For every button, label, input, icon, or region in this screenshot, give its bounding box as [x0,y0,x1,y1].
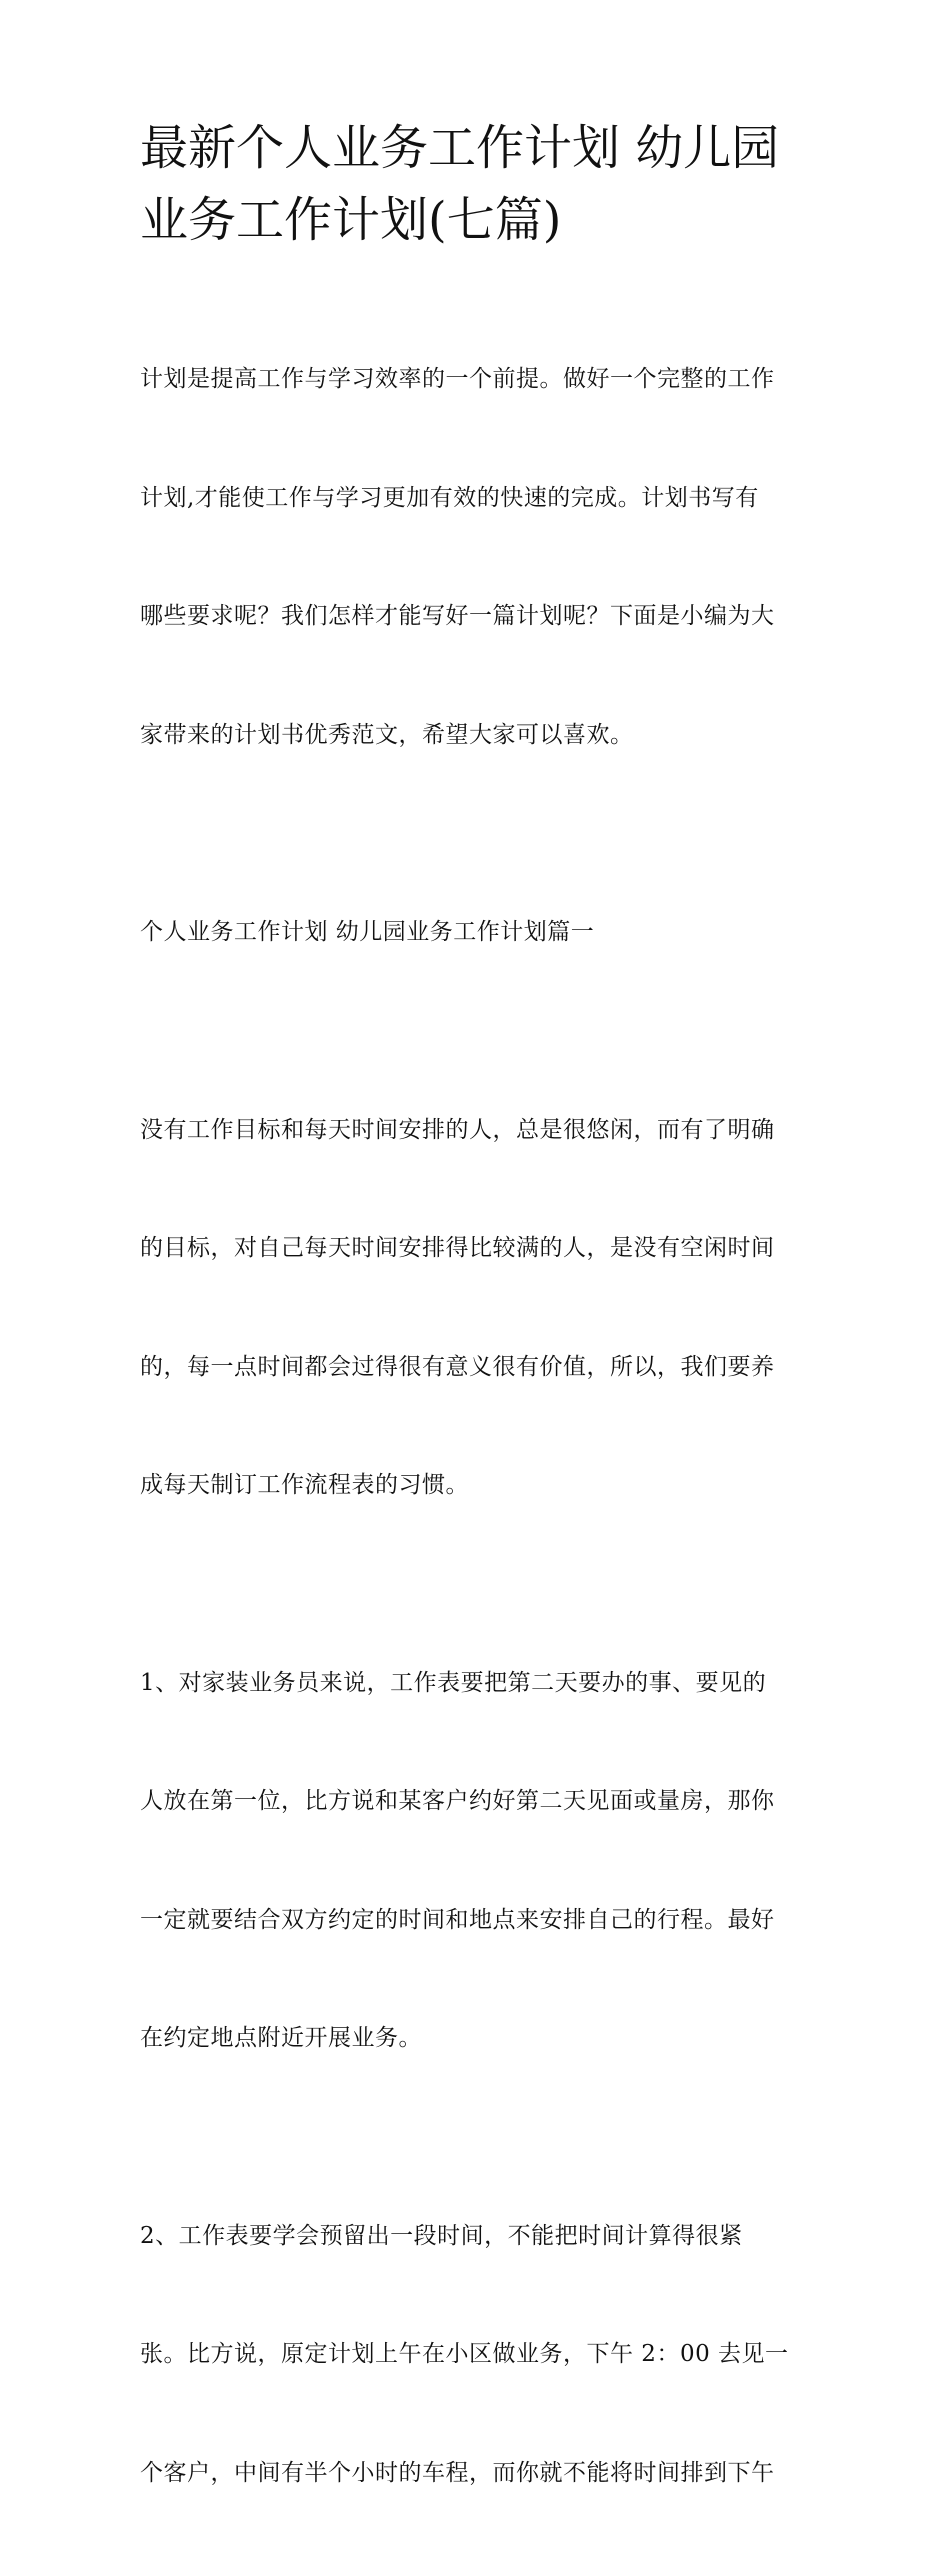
text-line: 一定就要结合双方约定的时间和地点来安排自己的行程。最好 [140,1901,820,1941]
text-line: 家带来的计划书优秀范文，希望大家可以喜欢。 [140,716,820,756]
title-line: 最新个人业务工作计划 幼儿园 [140,112,820,184]
title-line: 业务工作计划(七篇) [140,184,820,256]
intro-paragraph [140,281,820,834]
document-title [140,112,820,256]
text-line: 的目标，对自己每天时间安排得比较满的人，是没有空闲时间 [140,1229,820,1269]
text-line: 1、对家装业务员来说，工作表要把第二天要办的事、要见的 [140,1664,820,1704]
list-item-paragraph [140,1585,820,2138]
text-line: 的，每一点时间都会过得很有意义很有价值，所以，我们要养 [140,1348,820,1388]
text-line: 人放在第一位，比方说和某客户约好第二天见面或量房，那你 [140,1782,820,1822]
text-line: 没有工作目标和每天时间安排的人，总是很悠闲，而有了明确 [140,1111,820,1151]
list-item-paragraph [140,2138,820,2572]
text-line: 个客户，中间有半个小时的车程，而你就不能将时间排到下午 [140,2454,820,2494]
document-page [0,0,950,1229]
text-line: 2、工作表要学会预留出一段时间，不能把时间计算得很紧 [140,2217,820,2257]
text-line: 个人业务工作计划 幼儿园业务工作计划篇一 [140,913,820,953]
text-line: 计划是提高工作与学习效率的一个前提。做好一个完整的工作 [140,360,820,400]
document-body [140,281,820,2572]
body-paragraph [140,1032,820,1585]
text-line: 张。比方说，原定计划上午在小区做业务，下午 2：00 去见一 [140,2335,820,2375]
text-line: 成每天制订工作流程表的习惯。 [140,1466,820,1506]
text-line: 哪些要求呢？我们怎样才能写好一篇计划呢？下面是小编为大 [140,597,820,637]
section-heading [140,834,820,1032]
text-line: 在约定地点附近开展业务。 [140,2019,820,2059]
text-line: 计划,才能使工作与学习更加有效的快速的完成。计划书写有 [140,479,820,519]
